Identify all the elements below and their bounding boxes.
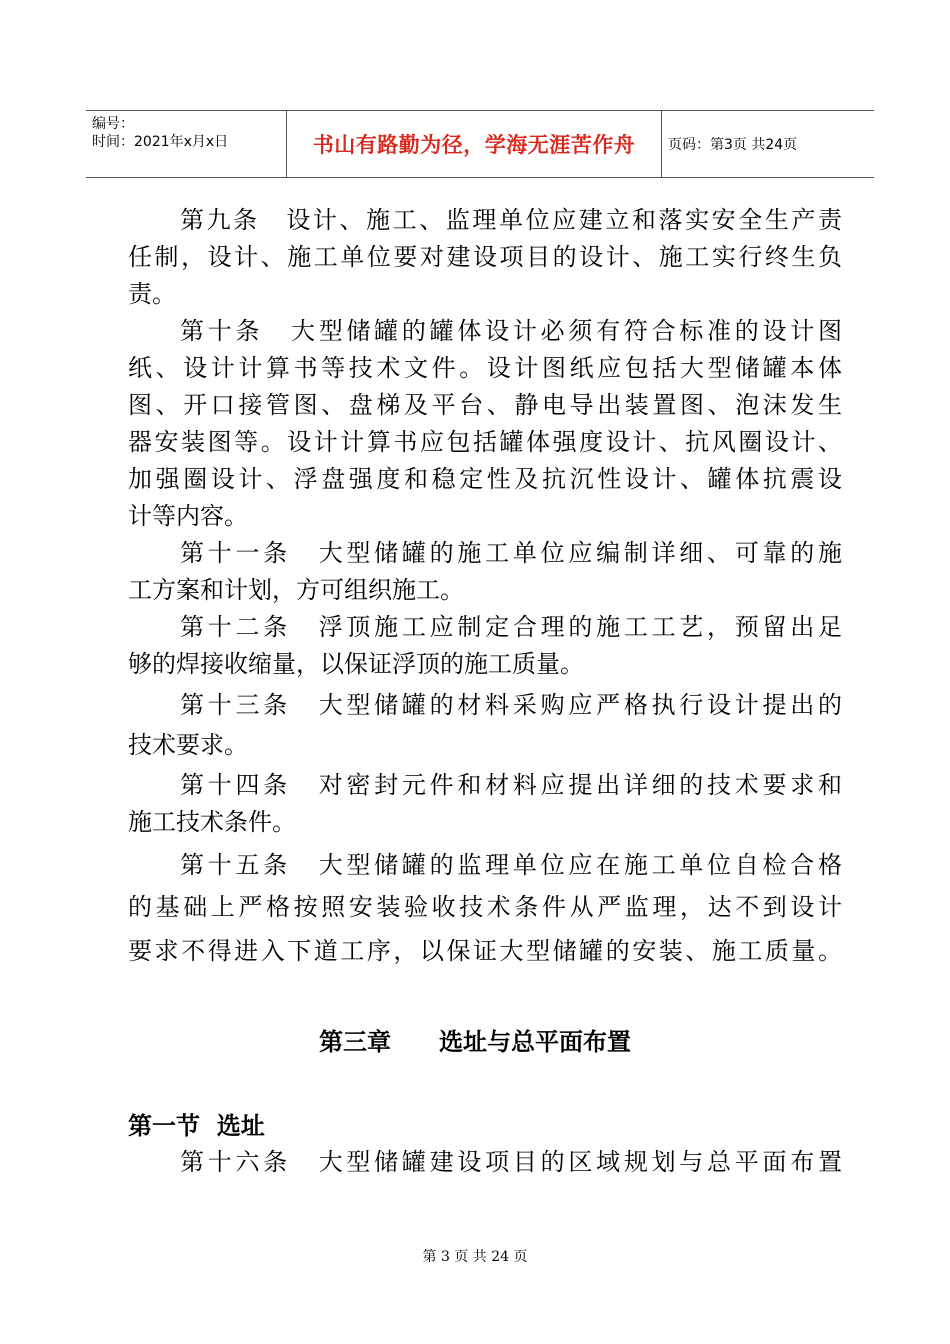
header-meta — [92, 111, 292, 177]
paragraph-line: 第九条 设计、施工、监理单位应建立和落实安全生产责 — [180, 206, 842, 234]
paragraph-line: 加强圈设计、浮盘强度和稳定性及抗沉性设计、罐体抗震设 — [128, 465, 842, 493]
paragraph-line: 施工技术条件。 — [128, 808, 296, 836]
paragraph-line: 要求不得进入下道工序，以保证大型储罐的安装、施工质量。 — [128, 937, 842, 965]
paragraph-line: 第十五条 大型储罐的监理单位应在施工单位自检合格 — [180, 851, 842, 879]
paragraph-line: 器安装图等。设计计算书应包括罐体强度设计、抗风圈设计、 — [128, 428, 842, 456]
page-footer: 第 3 页 共 24 页 — [422, 1249, 528, 1265]
paragraph-line: 第十三条 大型储罐的材料采购应严格执行设计提出的 — [180, 691, 842, 719]
paragraph-line: 第十二条 浮顶施工应制定合理的施工工艺，预留出足 — [180, 613, 842, 641]
paragraph-line: 第十六条 大型储罐建设项目的区域规划与总平面布置 — [180, 1148, 842, 1176]
header-page-info: 页码：第3页 共24页 — [668, 137, 798, 153]
paragraph-line: 第十条 大型储罐的罐体设计必须有符合标准的设计图 — [180, 317, 842, 345]
chapter-title: 第三章 选址与总平面布置 — [319, 1028, 631, 1056]
header-motto-cell — [286, 111, 662, 177]
motto: 书山有路勤为径，学海无涯苦作舟 — [312, 133, 636, 157]
paragraph-line: 责。 — [128, 280, 176, 308]
paragraph-line: 图、开口接管图、盘梯及平台、静电导出装置图、泡沫发生 — [128, 391, 842, 419]
paragraph-line: 够的焊接收缩量，以保证浮顶的施工质量。 — [128, 650, 584, 678]
paragraph-line: 的基础上严格按照安装验收技术条件从严监理，达不到设计 — [128, 893, 842, 921]
paragraph-line: 纸、设计计算书等技术文件。设计图纸应包括大型储罐本体 — [128, 354, 842, 382]
paragraph-line: 第十一条 大型储罐的施工单位应编制详细、可靠的施 — [180, 539, 842, 567]
paragraph-line: 工方案和计划，方可组织施工。 — [128, 576, 464, 604]
section-title: 第一节 选址 — [128, 1112, 265, 1140]
paragraph-line: 计等内容。 — [128, 502, 248, 530]
time-label: 时间：2021年x月x日 — [92, 134, 229, 150]
paragraph-line: 第十四条 对密封元件和材料应提出详细的技术要求和 — [180, 771, 842, 799]
page-header — [86, 110, 874, 178]
paragraph-line: 技术要求。 — [128, 731, 248, 759]
number-label: 编号： — [92, 116, 134, 132]
paragraph-line: 任制，设计、施工单位要对建设项目的设计、施工实行终生负 — [128, 243, 842, 271]
